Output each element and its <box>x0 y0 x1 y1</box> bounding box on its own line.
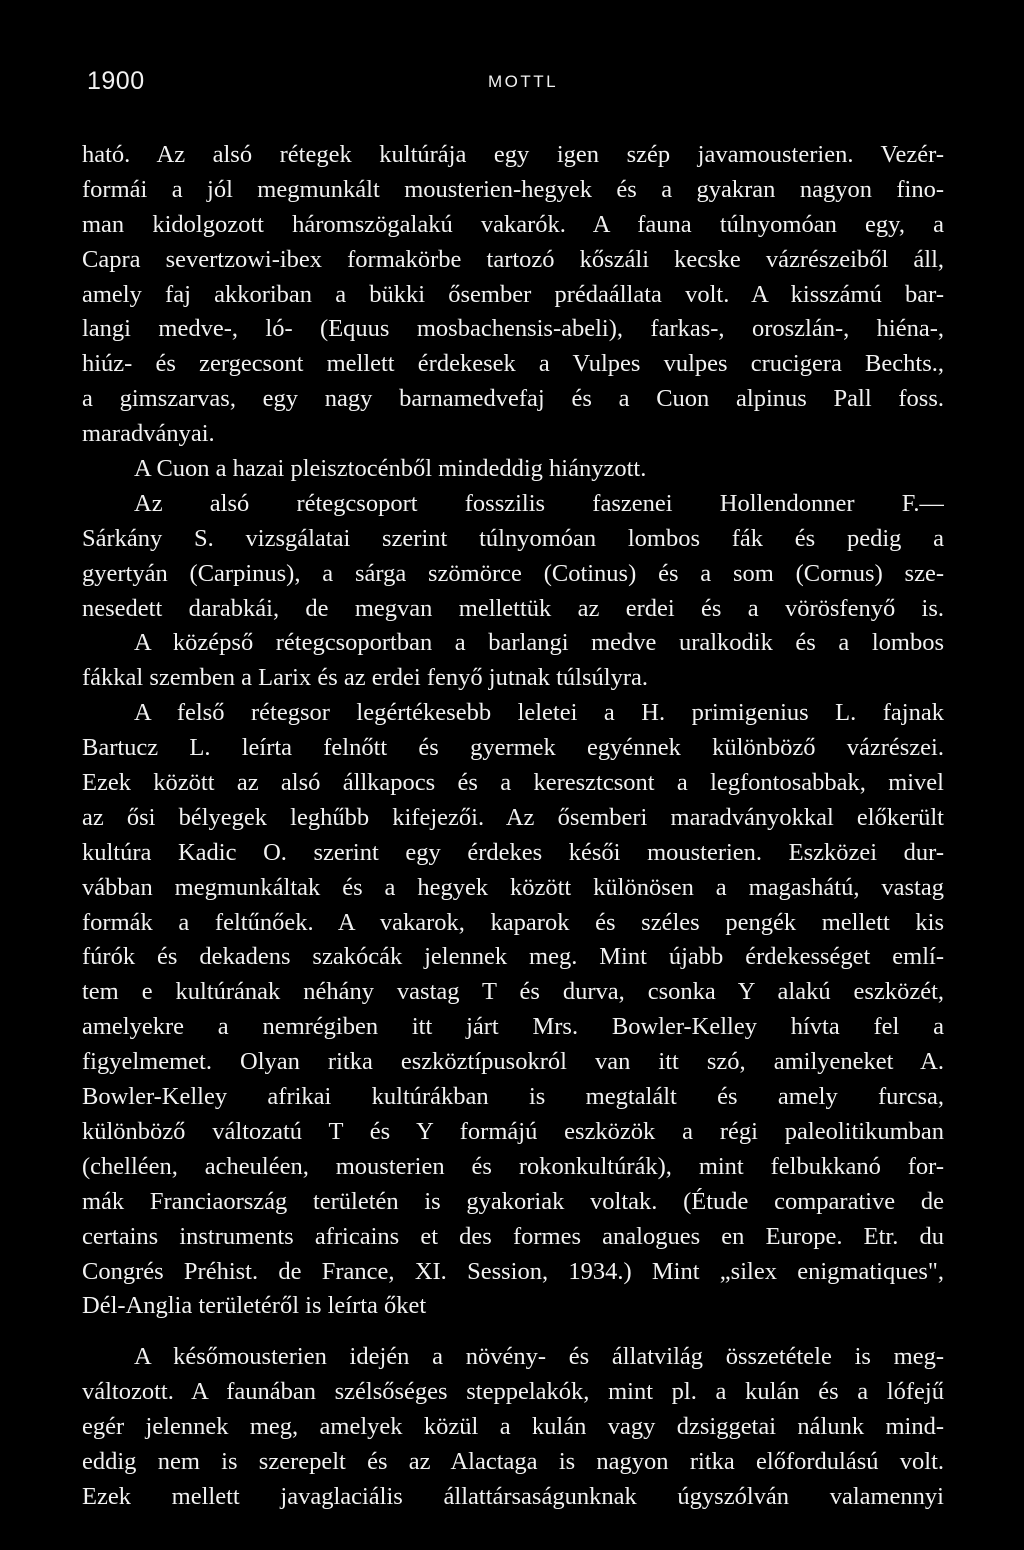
text-line: egér jelennek meg, amelyek közül a kulán vagy dzsiggetai nálunk mind- <box>82 1413 944 1441</box>
text-line: man kidolgozott háromszögalakú vakarók. A fauna túlnyomóan egy, a <box>82 210 944 238</box>
text-line: Sárkány S. vizsgálatai szerint túlnyomóan lombos fák és pedig a <box>82 524 944 552</box>
text-line: Ezek között az alsó állkapocs és a keresztcsont a legfontosabbak, mivel <box>82 769 944 797</box>
text-line: gyertyán (Carpinus), a sárga szömörce (Cotinus) és a som (Cornus) sze- <box>82 559 944 587</box>
text-line: Az alsó rétegcsoport fosszilis faszenei Hollendonner F.— <box>134 489 944 517</box>
text-line: langi medve-, ló- (Equus mosbachensis-abeli), farkas-, oroszlán-, hiéna-, <box>82 315 944 343</box>
text-line: A felső rétegsor legértékesebb leletei a H. primigenius L. fajnak <box>134 699 944 727</box>
page-header <box>0 66 1024 96</box>
text-line: tem e kultúrának néhány vastag T és durva, csonka Y alakú eszközét, <box>82 978 944 1006</box>
text-line: vábban megmunkáltak és a hegyek között különösen a magashátú, vastag <box>82 873 944 901</box>
text-line: amelyekre a nemrégiben itt járt Mrs. Bowler-Kelley hívta fel a <box>82 1013 944 1041</box>
text-line: mák Franciaország területén is gyakoriak voltak. (Étude comparative de <box>82 1187 944 1215</box>
text-line: nesedett darabkái, de megvan mellettük az erdei és a vörösfenyő is. <box>82 594 944 622</box>
text-line: különböző változatú T és Y formájú eszközök a régi paleolitikumban <box>82 1117 944 1145</box>
text-line: eddig nem is szerepelt és az Alactaga is nagyon ritka előfordulású volt. <box>82 1447 944 1475</box>
text-line: ható. Az alsó rétegek kultúrája egy igen szép javamousterien. Vezér- <box>82 141 944 168</box>
text-line: Ezek mellett javaglaciális állattársaságunknak úgyszólván valamennyi <box>82 1482 944 1510</box>
text-line: hiúz- és zergecsont mellett érdekesek a Vulpes vulpes crucigera Bechts., <box>82 350 944 378</box>
text-line: A későmousterien idején a növény- és állatvilág összetétele is meg- <box>134 1343 944 1371</box>
text-line: Capra severtzowi-ibex formakörbe tartozó kőszáli kecske vázrészeiből áll, <box>82 245 944 273</box>
text-line: változott. A faunában szélsőséges steppelakók, mint pl. a kulán és a lófejű <box>82 1378 944 1406</box>
text-line: fúrók és dekadens szakócák jelennek meg. Mint újabb érdekességet emlí- <box>82 943 944 971</box>
text-line: figyelmemet. Olyan ritka eszköztípusokról van itt szó, amilyeneket A. <box>82 1048 944 1076</box>
text-line: amely faj akkoriban a bükki ősember prédaállata volt. A kisszámú bar- <box>82 280 944 308</box>
text-line: (chelléen, acheuléen, mousterien és rokonkultúrák), mint felbukkanó for- <box>82 1152 944 1180</box>
page-number: 1900 <box>87 67 145 95</box>
text-line: formák a feltűnőek. A vakarok, kaparok és széles pengék mellett kis <box>82 908 944 936</box>
text-line: Dél-Anglia területéről is leírta őket <box>82 1292 427 1320</box>
paragraph-gap <box>82 1324 944 1340</box>
text-line: Bowler-Kelley afrikai kultúrákban is megtalált és amely furcsa, <box>82 1083 944 1111</box>
text-line: a gimszarvas, egy nagy barnamedvefaj és a Cuon alpinus Pall foss. <box>82 385 944 413</box>
text-line: certains instruments africains et des formes analogues en Europe. Etr. du <box>82 1222 944 1250</box>
running-head: MOTTL <box>488 72 559 91</box>
body-text <box>82 138 944 1515</box>
text-line: Bartucz L. leírta felnőtt és gyermek egyénnek különböző vázrészei. <box>82 734 944 762</box>
text-line: az ősi bélyegek leghűbb kifejezői. Az ősemberi maradványokkal előkerült <box>82 803 944 831</box>
text-line: Congrés Préhist. de France, XI. Session, 1934.) Mint „silex enigmatiques", <box>82 1257 944 1285</box>
text-line: A Cuon a hazai pleisztocénből mindeddig hiányzott. <box>134 455 647 483</box>
text-line: A középső rétegcsoportban a barlangi medve uralkodik és a lombos <box>134 629 944 657</box>
text-line: kultúra Kadic O. szerint egy érdekes késői mousterien. Eszközei dur- <box>82 838 944 866</box>
text-line: fákkal szemben a Larix és az erdei fenyő jutnak túlsúlyra. <box>82 664 648 692</box>
text-line: formái a jól megmunkált mousterien-hegyek és a gyakran nagyon fino- <box>82 175 944 203</box>
text-line: maradványai. <box>82 420 215 448</box>
